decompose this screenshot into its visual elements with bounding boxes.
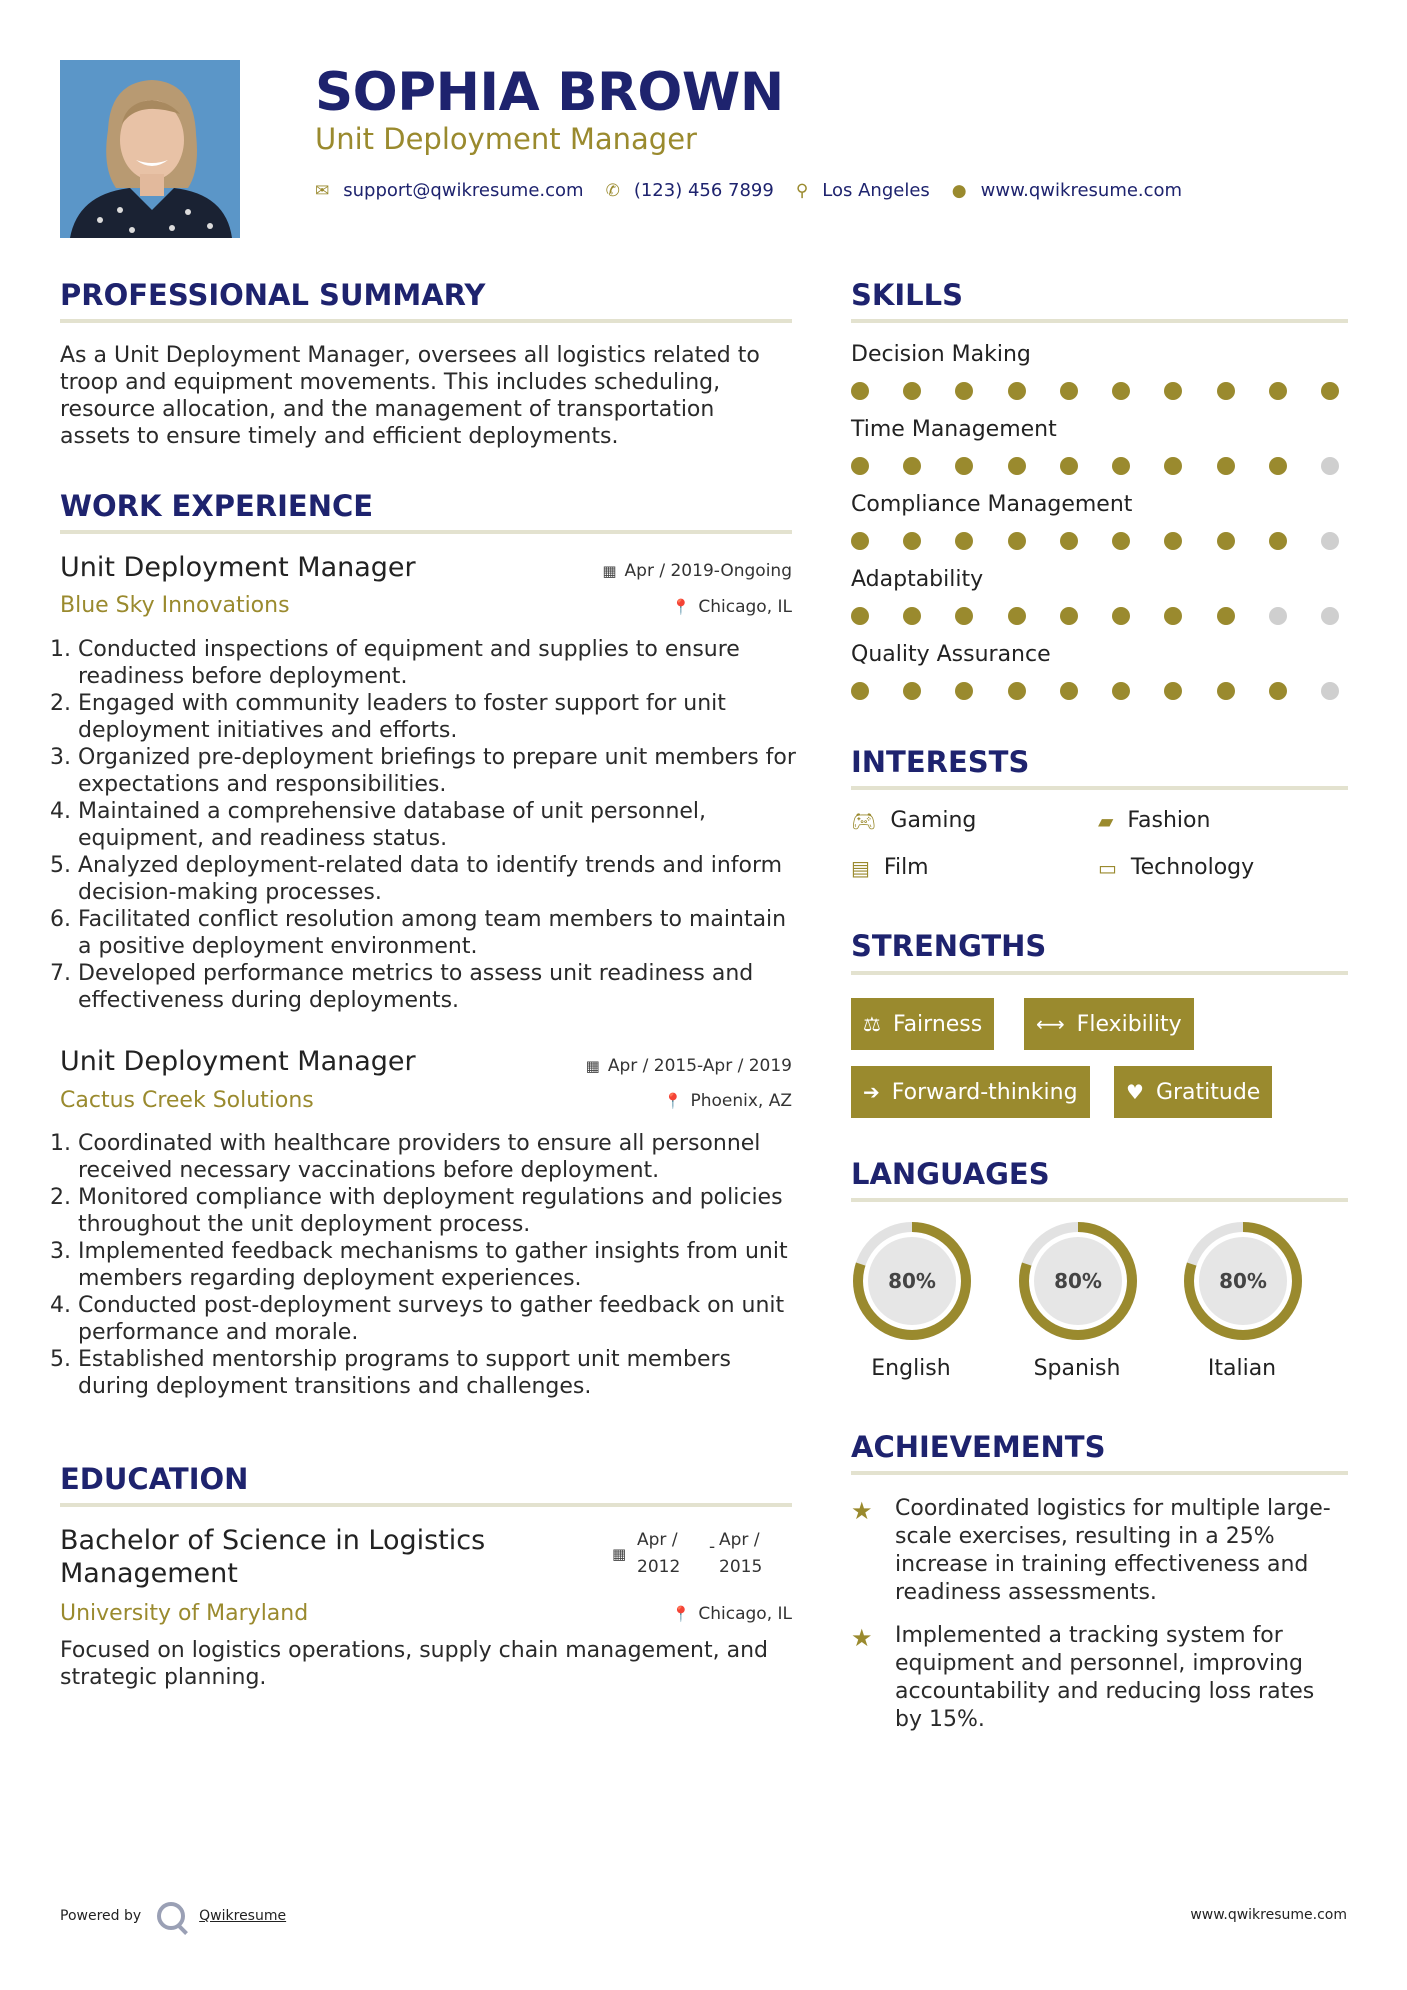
- contact-bar: [315, 180, 1204, 201]
- rating-dot-filled: [903, 682, 921, 700]
- skill-name: Compliance Management: [851, 492, 1133, 517]
- rating-dot-filled: [903, 532, 921, 550]
- contact-email[interactable]: ✉ support@qwikresume.com: [315, 180, 584, 201]
- gamepad-icon: 🎮︎: [851, 808, 877, 833]
- education-start-date: Apr / 2012: [637, 1530, 681, 1577]
- rating-dot-filled: [1112, 532, 1130, 550]
- interest-item: ▤ Film: [851, 855, 929, 880]
- job-title: Unit Deployment Manager: [60, 552, 416, 583]
- list-item: 4. Maintained a comprehensive database of unit personnel, equipment, and readiness status.: [78, 798, 798, 852]
- section-divider: [851, 786, 1348, 790]
- rating-dot-filled: [903, 607, 921, 625]
- language-gauge: [851, 1220, 971, 1381]
- interest-item: ▰ Fashion: [1098, 808, 1211, 833]
- pin-icon: 📍: [671, 598, 691, 616]
- language-name: English: [871, 1356, 951, 1381]
- rating-dot-filled: [1269, 382, 1287, 400]
- rating-dot-filled: [1164, 682, 1182, 700]
- gauge-label: 80%: [1219, 1269, 1267, 1293]
- list-item: 7. Developed performance metrics to assess unit readiness and effectiveness during deployments.: [78, 960, 798, 1014]
- shopping-bag-icon: ▰: [1098, 808, 1114, 833]
- achievement-item: ★ Implemented a tracking system for equipment and personnel, improving accountability and reducing loss rates by 15%.: [851, 1623, 1315, 1732]
- rating-dot-filled: [1217, 682, 1235, 700]
- rating-dot-filled: [1217, 382, 1235, 400]
- rating-dot-empty: [1269, 607, 1287, 625]
- job-title: Unit Deployment Manager: [60, 1046, 416, 1077]
- rating-dot-empty: [1321, 607, 1339, 625]
- laptop-icon: ▭: [1098, 855, 1117, 880]
- rating-dot-filled: [851, 457, 869, 475]
- rating-dot-filled: [1269, 532, 1287, 550]
- summary-heading: PROFESSIONAL SUMMARY: [60, 278, 486, 312]
- school-name: University of Maryland: [60, 1601, 309, 1626]
- rating-dot-filled: [955, 607, 973, 625]
- strength-chip: ⟷ Flexibility: [1024, 998, 1194, 1050]
- job-duties: [48, 636, 798, 1014]
- job-company: Cactus Creek Solutions: [60, 1088, 314, 1113]
- rating-dot-filled: [1269, 457, 1287, 475]
- list-item: 5. Established mentorship programs to support unit members during deployment transitions and challenges.: [78, 1346, 798, 1400]
- globe-icon: ●: [951, 180, 967, 201]
- balance-scale-icon: ⚖: [863, 1012, 881, 1036]
- section-divider: [60, 1503, 792, 1507]
- rating-dot-filled: [1164, 532, 1182, 550]
- rating-dot-filled: [1060, 382, 1078, 400]
- contact-phone[interactable]: ✆ (123) 456 7899: [605, 180, 774, 201]
- education-end-date: Apr / 2015: [719, 1530, 763, 1577]
- job-duties: [48, 1130, 798, 1400]
- contact-website[interactable]: ● www.qwikresume.com: [951, 180, 1183, 201]
- rating-dot-filled: [1217, 532, 1235, 550]
- rating-dot-filled: [1321, 382, 1339, 400]
- gauge-label: 80%: [888, 1269, 936, 1293]
- phone-icon: ✆: [605, 180, 620, 201]
- rating-dot-filled: [1008, 457, 1026, 475]
- skill-name: Time Management: [851, 417, 1057, 442]
- language-gauge: [1182, 1220, 1302, 1381]
- list-item: 5. Analyzed deployment-related data to identify trends and inform decision-making processes.: [78, 852, 798, 906]
- rating-dot-filled: [1217, 607, 1235, 625]
- skill-rating: [851, 457, 1339, 475]
- brand-link[interactable]: Qwikresume: [199, 1908, 287, 1924]
- list-item: 6. Facilitated conflict resolution among team members to maintain a positive deployment environment.: [78, 906, 798, 960]
- achievements-heading: ACHIEVEMENTS: [851, 1430, 1106, 1464]
- rating-dot-filled: [903, 457, 921, 475]
- list-item: 2. Engaged with community leaders to foster support for unit deployment initiatives and efforts.: [78, 690, 798, 744]
- profile-photo: [60, 60, 240, 238]
- qwikresume-logo-icon: [157, 1902, 185, 1930]
- section-divider: [851, 1198, 1348, 1202]
- rating-dot-empty: [1321, 682, 1339, 700]
- language-name: Spanish: [1033, 1356, 1121, 1381]
- rating-dot-filled: [955, 532, 973, 550]
- envelope-icon: ✉: [315, 180, 330, 201]
- section-divider: [851, 1471, 1348, 1475]
- strength-chip: ⚖ Fairness: [851, 998, 994, 1050]
- rating-dot-filled: [1164, 457, 1182, 475]
- job-location: 📍 Chicago, IL: [671, 597, 792, 617]
- pin-icon: 📍: [671, 1605, 691, 1623]
- calendar-icon: ▦: [602, 562, 617, 580]
- education-heading: EDUCATION: [60, 1462, 249, 1496]
- rating-dot-filled: [1008, 532, 1026, 550]
- skill-rating: [851, 607, 1339, 625]
- skill-name: Quality Assurance: [851, 642, 1051, 667]
- rating-dot-empty: [1321, 532, 1339, 550]
- donut-chart: [851, 1220, 973, 1342]
- heart-icon: ♥: [1126, 1080, 1144, 1104]
- job-location: 📍 Phoenix, AZ: [663, 1091, 792, 1111]
- rating-dot-filled: [1060, 532, 1078, 550]
- rating-dot-filled: [1060, 607, 1078, 625]
- rating-dot-filled: [903, 382, 921, 400]
- strength-chip: ♥ Gratitude: [1114, 1066, 1272, 1118]
- strengths-heading: STRENGTHS: [851, 929, 1047, 963]
- language-gauge: [1017, 1220, 1137, 1381]
- skill-rating: [851, 382, 1339, 400]
- rating-dot-filled: [1060, 682, 1078, 700]
- list-item: 4. Conducted post-deployment surveys to gather feedback on unit performance and morale.: [78, 1292, 798, 1346]
- rating-dot-filled: [851, 607, 869, 625]
- rating-dot-filled: [1112, 682, 1130, 700]
- section-divider: [60, 319, 792, 323]
- summary-text: As a Unit Deployment Manager, oversees all logistics related to troop and equipment movements. This includes scheduling, resource allocation, and the management of transportation assets to ensure timely and efficient deployments.: [60, 343, 760, 449]
- education-description: Focused on logistics operations, supply chain management, and strategic planning.: [60, 1638, 768, 1690]
- rating-dot-filled: [1008, 682, 1026, 700]
- rating-dot-filled: [851, 532, 869, 550]
- rating-dot-filled: [1008, 382, 1026, 400]
- rating-dot-filled: [1112, 382, 1130, 400]
- date-separator: -: [709, 1537, 716, 1557]
- star-icon: ★: [851, 1624, 873, 1652]
- rating-dot-filled: [1112, 607, 1130, 625]
- skill-rating: [851, 682, 1339, 700]
- achievement-item: ★ Coordinated logistics for multiple large- scale exercises, resulting in a 25% increase in training effectiveness and readiness assessments.: [851, 1496, 1331, 1605]
- job-dates: ▦ Apr / 2015-Apr / 2019: [585, 1056, 792, 1076]
- list-item: 2. Monitored compliance with deployment regulations and policies throughout the unit deployment process.: [78, 1184, 798, 1238]
- section-divider: [851, 971, 1348, 975]
- list-item: 3. Organized pre-deployment briefings to prepare unit members for expectations and responsibilities.: [78, 744, 798, 798]
- rating-dot-filled: [851, 382, 869, 400]
- arrows-horizontal-icon: ⟷: [1036, 1012, 1065, 1036]
- interest-item: 🎮︎ Gaming: [851, 808, 977, 833]
- footer-website[interactable]: www.qwikresume.com: [1190, 1907, 1347, 1923]
- map-pin-icon: ⚲: [795, 180, 809, 201]
- rating-dot-filled: [1164, 607, 1182, 625]
- footer-powered-by: Powered by Qwikresume: [60, 1902, 286, 1930]
- rating-dot-filled: [1112, 457, 1130, 475]
- job-company: Blue Sky Innovations: [60, 593, 290, 618]
- interests-heading: INTERESTS: [851, 745, 1030, 779]
- star-icon: ★: [851, 1497, 873, 1525]
- interest-item: ▭ Technology: [1098, 855, 1255, 880]
- strength-chip: ➔ Forward-thinking: [851, 1066, 1090, 1118]
- rating-dot-filled: [955, 682, 973, 700]
- rating-dot-filled: [955, 382, 973, 400]
- rating-dot-filled: [955, 457, 973, 475]
- rating-dot-filled: [1217, 457, 1235, 475]
- rating-dot-filled: [851, 682, 869, 700]
- education-location: 📍 Chicago, IL: [671, 1604, 792, 1624]
- rating-dot-empty: [1321, 457, 1339, 475]
- degree-title: Bachelor of Science in Logistics Management: [60, 1525, 486, 1589]
- donut-chart: [1182, 1220, 1304, 1342]
- film-icon: ▤: [851, 855, 870, 880]
- candidate-name: SOPHIA BROWN: [315, 62, 784, 123]
- candidate-title: Unit Deployment Manager: [315, 122, 697, 156]
- skill-rating: [851, 532, 1339, 550]
- rating-dot-filled: [1060, 457, 1078, 475]
- skill-name: Adaptability: [851, 567, 984, 592]
- contact-location: ⚲ Los Angeles: [795, 180, 930, 201]
- rating-dot-filled: [1008, 607, 1026, 625]
- section-divider: [851, 319, 1348, 323]
- pin-icon: 📍: [663, 1092, 683, 1110]
- experience-heading: WORK EXPERIENCE: [60, 489, 374, 523]
- section-divider: [60, 530, 792, 534]
- job-dates: ▦ Apr / 2019-Ongoing: [602, 561, 792, 581]
- list-item: 1. Conducted inspections of equipment and supplies to ensure readiness before deployment.: [78, 636, 798, 690]
- languages-heading: LANGUAGES: [851, 1157, 1050, 1191]
- donut-chart: [1017, 1220, 1139, 1342]
- arrow-right-icon: ➔: [863, 1080, 880, 1104]
- skill-name: Decision Making: [851, 342, 1031, 367]
- skills-heading: SKILLS: [851, 278, 963, 312]
- gauge-label: 80%: [1054, 1269, 1102, 1293]
- rating-dot-filled: [1269, 682, 1287, 700]
- language-name: Italian: [1207, 1356, 1277, 1381]
- rating-dot-filled: [1164, 382, 1182, 400]
- list-item: 1. Coordinated with healthcare providers to ensure all personnel received necessary vaccinations before deployment.: [78, 1130, 798, 1184]
- list-item: 3. Implemented feedback mechanisms to gather insights from unit members regarding deployment experiences.: [78, 1238, 798, 1292]
- calendar-icon: ▦: [612, 1545, 627, 1563]
- calendar-icon: ▦: [585, 1057, 600, 1075]
